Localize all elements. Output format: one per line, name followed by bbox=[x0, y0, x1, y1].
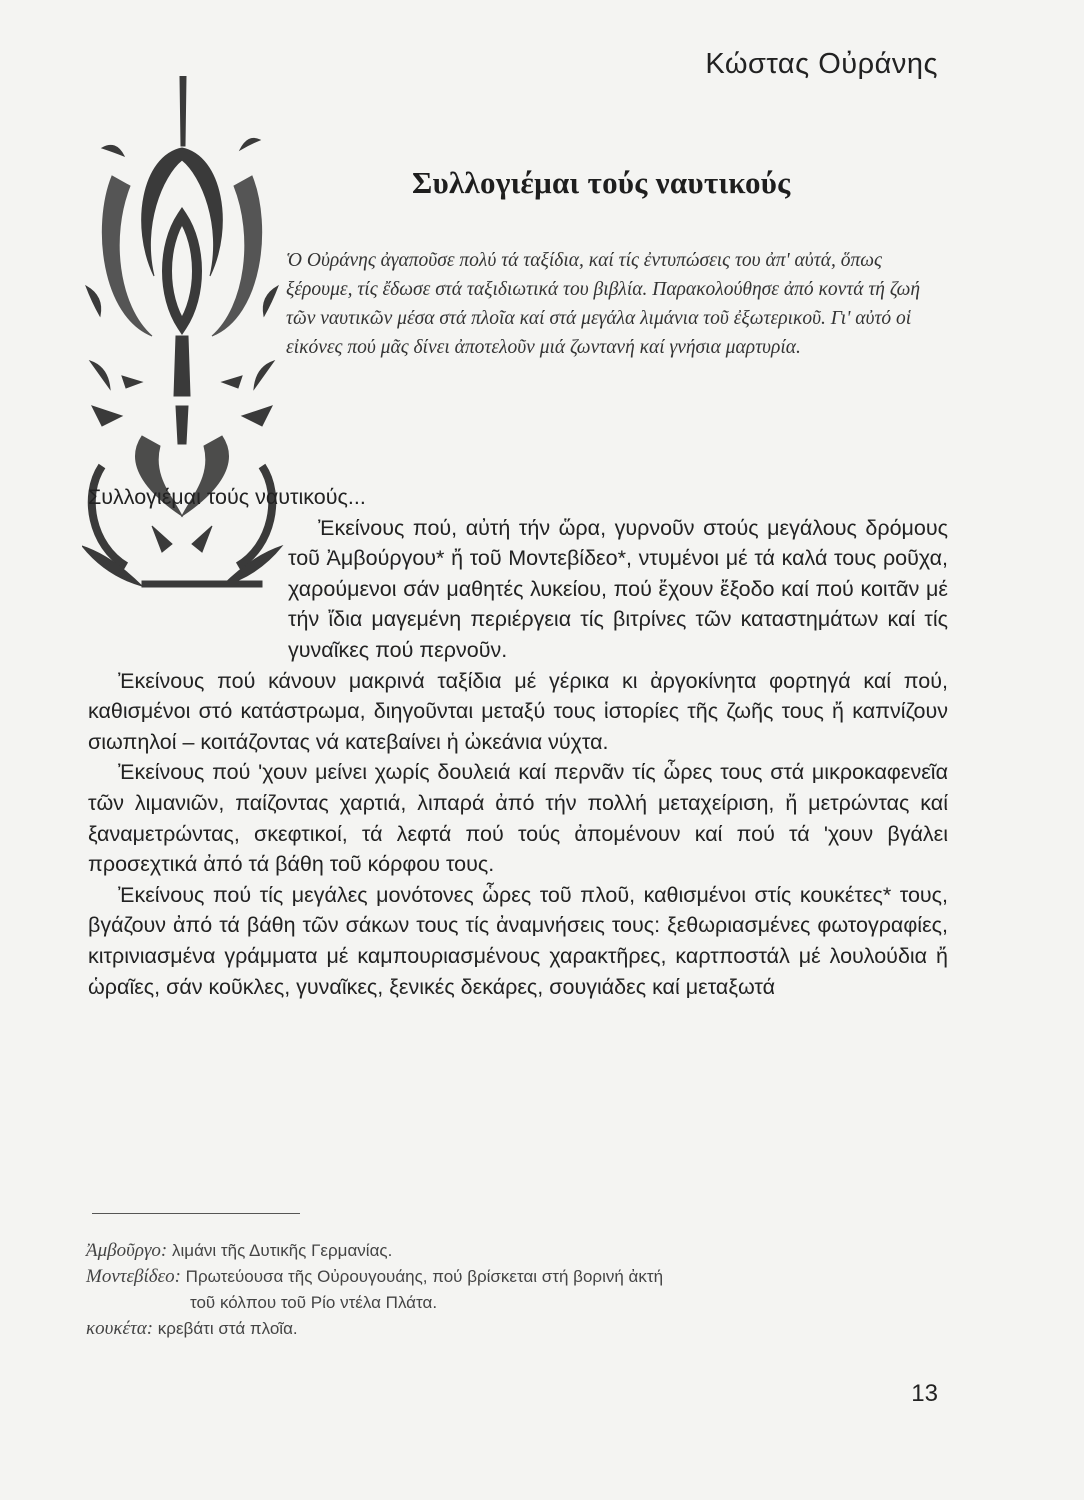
poem-paragraph: Ἐκείνους πού κάνουν μακρινά ταξίδια μέ γέρικα κι ἀργοκίνητα φορτηγά καί πού, καθισμένοι στό κατάστρωμα, διηγοῦνται μεταξύ τους ἱστορίες τῆς ζωῆς τους ἤ καπνίζουν σιωπηλοί – κοιτάζοντας νά κατεβαίνει ἡ ὠκεάνια νύχτα. bbox=[88, 668, 948, 754]
poem-paragraph: Ἐκείνους πού 'χουν μείνει χωρίς δουλειά καί περνᾶν τίς ὧρες τους στά μικροκαφενεῖα τῶν λιμανιῶν, παίζοντας χαρτιά, λιπαρά ἀπό τήν πολλή μεταχείριση, ἤ μετρώντας καί ξαναμετρώντας, σκεφτικοί, τά λεφτά πού τούς ἀπομένουν καί πού τά 'χουν βγάλει προσεχτικά ἀπό τά βάθη τοῦ κόρφου τους. bbox=[88, 760, 948, 877]
footnote-divider bbox=[92, 1213, 300, 1214]
footnote-text: λιμάνι τῆς Δυτικῆς Γερμανίας. bbox=[172, 1241, 393, 1260]
poem-paragraph: Ἐκείνους πού, αὐτή τήν ὥρα, γυρνοῦν στούς μεγάλους δρόμους τοῦ Ἀμβούργου* ἤ τοῦ Μοντεβίδεο*, ντυμένοι μέ τά καλά τους ροῦχα, χαρούμενοι σάν μαθητές λυκείου, πού ἔχουν ἔξοδο καί πού κοιτᾶν μέ τήν ἴδια μαγεμένη περιέργεια τίς βιτρίνες τῶν καταστημάτων καί τίς γυναῖκες πού περνοῦν. bbox=[288, 515, 948, 662]
opening-line: υλλογιέμαι τούς ναυτικούς... bbox=[101, 485, 366, 509]
footnote-continuation: τοῦ κόλπου τοῦ Ρίο ντέλα Πλάτα. bbox=[190, 1293, 438, 1312]
footnote-term: κουκέτα: bbox=[86, 1318, 154, 1339]
author-name: Κώστας Οὐράνης bbox=[705, 48, 938, 80]
page-number: 13 bbox=[911, 1380, 938, 1407]
page-title: Συλλογιέμαι τούς ναυτικούς bbox=[412, 165, 791, 200]
intro-text: Ὁ Οὐράνης ἀγαποῦσε πολύ τά ταξίδια, καί τίς ἐντυπώσεις του ἀπ' αὐτά, ὅπως ξέρουμε, τίς ἔδωσε στά ταξιδιωτικά του βιβλία. Παρακολούθησε ἀπό κοντά τή ζωή τῶν ναυτικῶν μέσα στά πλοῖα καί στά μεγάλα λιμάνια τοῦ ἐξωτερικοῦ. Γι' αὐτό οἱ εἰκόνες πού μᾶς δίνει ἀποτελοῦν μιά ζωντανή καί γνήσια μαρτυρία. bbox=[286, 250, 921, 358]
footnote-term: Μοντεβίδεο: bbox=[86, 1266, 181, 1287]
intro-paragraph bbox=[286, 246, 946, 362]
footnote bbox=[86, 1264, 966, 1290]
poem-opening bbox=[88, 482, 948, 513]
footnote-text: κρεβάτι στά πλοῖα. bbox=[157, 1319, 298, 1338]
footnote bbox=[86, 1238, 966, 1264]
footnote bbox=[86, 1316, 966, 1342]
poem-body bbox=[88, 482, 948, 1002]
drop-cap: Σ bbox=[88, 485, 102, 509]
footnote-text: Πρωτεύουσα τῆς Οὐρουγουάης, πού βρίσκεται στή βορινή ἀκτή bbox=[185, 1267, 664, 1286]
footnotes bbox=[86, 1238, 966, 1342]
poem-paragraph: Ἐκείνους πού τίς μεγάλες μονότονες ὧρες τοῦ πλοῦ, καθισμένοι στίς κουκέτες* τους, βγάζουν ἀπό τά βάθη τῶν σάκων τους τίς ἀναμνήσεις τους: ξεθωριασμένες φωτογραφίες, κιτρινιασμένα γράμματα μέ καμπουριασμένους χαρακτῆρες, καρτποστάλ μέ λουλούδια ἤ ὡραῖες, σάν κοῦκλες, γυναῖκες, ξενικές δεκάρες, σουγιάδες καί μεταξωτά bbox=[88, 882, 948, 999]
footnote-term: Ἀμβοῦργο: bbox=[86, 1240, 168, 1261]
